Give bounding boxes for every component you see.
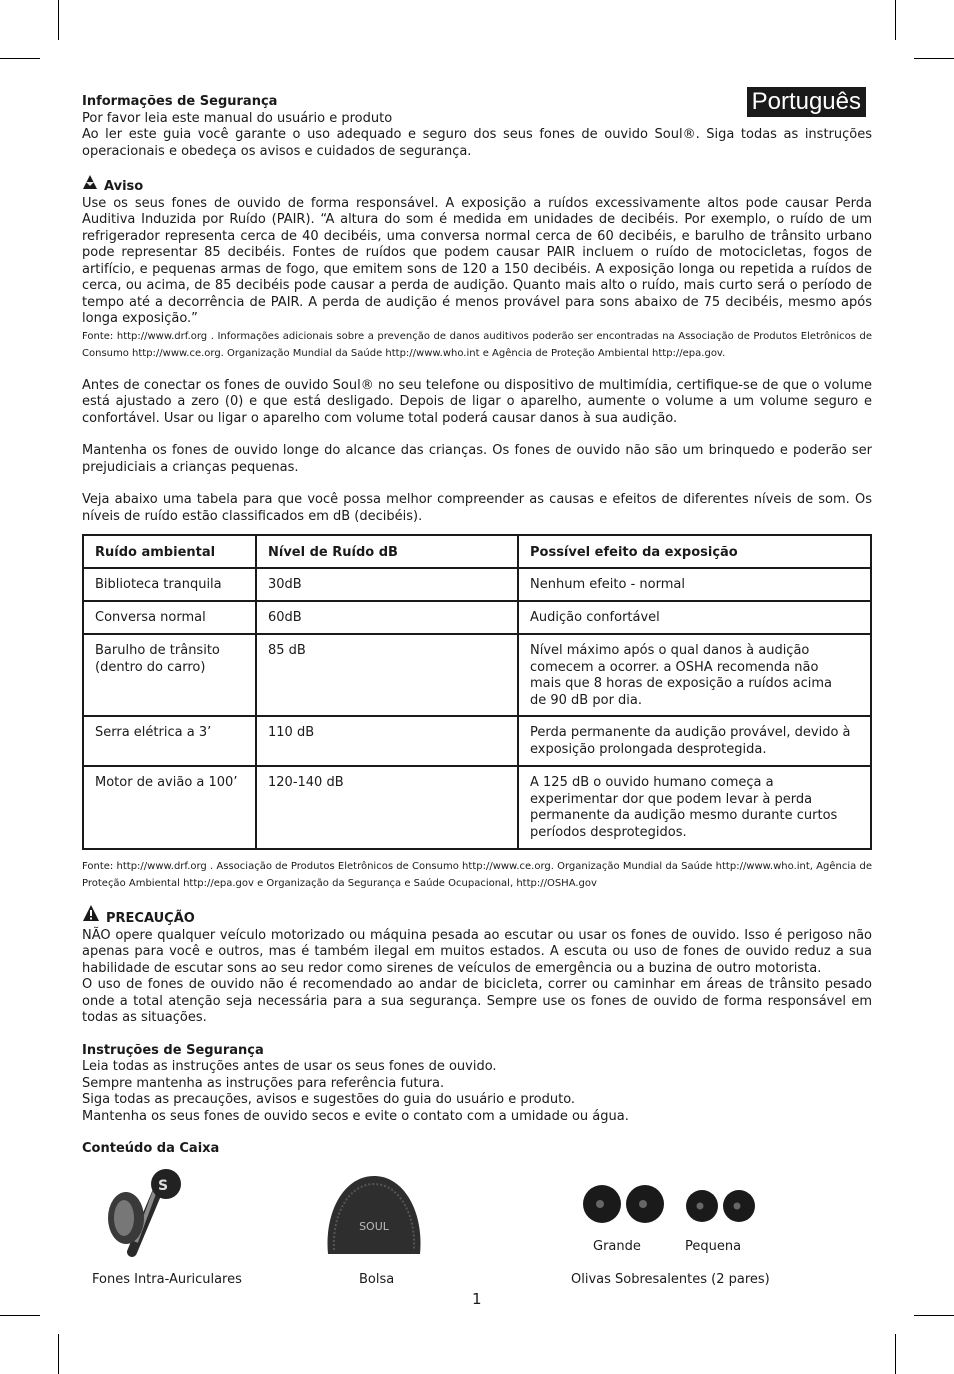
table-cell: 110 dB [256, 716, 518, 766]
table-cell: Biblioteca tranquila [83, 568, 256, 601]
table-source: Fonte: http://www.drf.org . Associação de Produtos Eletrônicos de Consumo http://www.ce.org. Organização Mundial da Saúde http://www.who.int, Agência de Proteção Ambiental http://epa.gov e Organização da Segurança e Saúde Ocupacional, http://OSHA.gov [82, 861, 872, 889]
table-cell: A 125 dB o ouvido humano começa a experimentar dor que podem levar à perda permanente da audição mesmo durante curtos períodos desprotegidos. [518, 766, 871, 849]
caution-text: O uso de fones de ouvido não é recomendado ao andar de bicicleta, correr ou caminhar em áreas de trânsito pesado onde a total atenção seja necessária para a sua segurança. Sempre use os fones de ouvido de forma responsável em todas as situações. [82, 977, 872, 1025]
box-contents-title: Conteúdo da Caixa [82, 1141, 220, 1156]
tips-large-label: Grande [593, 1238, 641, 1254]
earphone-image [96, 1166, 206, 1272]
table-row [83, 716, 871, 766]
instruction-line: Mantenha os seus fones de ouvido secos e evite o contato com a umidade ou água. [82, 1108, 629, 1124]
crop-mark [914, 1315, 954, 1316]
box-contents [82, 1166, 872, 1308]
table-cell: 85 dB [256, 634, 518, 716]
safety-info-line: Por favor leia este manual do usuário e produto [82, 110, 393, 126]
crop-mark [895, 0, 896, 40]
volume-paragraph: Antes de conectar os fones de ouvido Soul® no seu telefone ou dispositivo de multimídia, certifique-se de que o volume está ajustado a zero (0) e que está desligado. Depois de ligar o aparelho, aumente o volume a um volume seguro e confortável. Usar ou ligar o aparelho com volume total poderá causar danos à sua audição. [82, 377, 872, 426]
table-cell: Motor de avião a 100’ [83, 766, 256, 849]
instruction-line: Leia todas as instruções antes de usar os seus fones de ouvido. [82, 1059, 497, 1074]
children-paragraph: Mantenha os fones de ouvido longe do alcance das crianças. Os fones de ouvido não são um brinquedo e poderão ser prejudiciais a crianças pequenas. [82, 443, 872, 475]
caution-icon [82, 904, 100, 928]
table-header: Ruído ambiental [83, 535, 256, 568]
warning-heading [82, 174, 872, 196]
instruction-line: Siga todas as precauções, avisos e sugestões do guia do usuário e produto. [82, 1092, 576, 1107]
table-intro-paragraph: Veja abaixo uma tabela para que você possa melhor compreender as causas e efeitos de diferentes níveis de som. Os níveis de ruído estão classificados em dB (decibéis). [82, 492, 872, 524]
table-cell: Audição confortável [518, 601, 871, 634]
item-caption: Fones Intra-Auriculares [92, 1271, 242, 1287]
crop-mark [895, 1334, 896, 1374]
crop-mark [0, 1315, 40, 1316]
safety-instructions-title: Instruções de Segurança [82, 1042, 264, 1058]
warning-text: Use os seus fones de ouvido de forma responsável. A exposição a ruídos excessivamente altos pode causar Perda Auditiva Induzida por Ruído (PAIR). “A altura do som é medida em unidades de decibéis. Por exemplo, o ruído de um refrigerador representa cerca de 40 decibéis, uma conversa normal cerca de 60 decibéis, e barulho de trânsito urbano pode representar 85 decibéis. Fontes de ruídos que podem causar PAIR incluem o ruído de motocicletas, fogos de artifício, e pequenas armas de fogo, que emitem sons de 120 a 150 decibéis. A exposição longa ou repetida a ruídos de cerca, ou acima, de 85 decibéis pode causar a perda de audição. Quanto mais alto o ruído, mais curto será o período de tempo até a decorrência de PAIR. A perda de audição é menos provável para sons abaixo de 75 decibéis, mesmo após longa exposição.” [82, 195, 872, 326]
table-cell: 120-140 dB [256, 766, 518, 849]
warning-icon [82, 174, 98, 196]
warning-source: Fonte: http://www.drf.org . Informações adicionais sobre a prevenção de danos auditivos poderão ser encontradas na Associação de Produtos Eletrônicos de Consumo http://www.ce.org. Organização Mundial da Saúde http://www.who.int e Agência de Proteção Ambiental http://epa.gov. [82, 330, 872, 359]
caution-text: NÃO opere qualquer veículo motorizado ou máquina pesada ao escutar ou usar os fones de ouvido. Isso é perigoso não apenas para você e outros, mas é também ilegal em muitos estados. A escuta ou uso de fones de ouvido reduz a sua habilidade de escutar sons ao seu redor como sirenes de veículos de emergência ou a buzina de outro motorista. [82, 927, 872, 976]
table-cell: Barulho de trânsito (dentro do carro) [83, 634, 256, 716]
item-caption: Olivas Sobresalentes (2 pares) [571, 1271, 770, 1287]
ear-tips-image [582, 1180, 772, 1242]
table-cell: Nível máximo após o qual danos à audição comecem a ocorrer. a OSHA recomenda não mais que 8 horas de exposição a ruídos acima de 90 dB por dia. [518, 634, 871, 716]
table-row [83, 601, 871, 634]
table-cell: 60dB [256, 601, 518, 634]
item-caption: Bolsa [359, 1271, 395, 1287]
case-logo: SOUL [359, 1219, 389, 1233]
noise-table [82, 534, 872, 850]
table-header: Possível efeito da exposição [518, 535, 871, 568]
safety-info-title: Informações de Segurança [82, 94, 278, 109]
warning-title: Aviso [104, 179, 144, 194]
table-row [83, 766, 871, 849]
table-header: Nível de Ruído dB [256, 535, 518, 568]
page-number: 1 [472, 1289, 482, 1308]
instruction-line: Sempre mantenha as instruções para referência futura. [82, 1075, 445, 1091]
table-header-row [83, 535, 871, 568]
case-image [324, 1172, 424, 1262]
crop-mark [0, 58, 40, 59]
table-cell: Serra elétrica a 3’ [83, 716, 256, 766]
caution-heading [82, 904, 872, 928]
safety-info-line: Ao ler este guia você garante o uso adequado e seguro dos seus fones de ouvido Soul®. Siga todas as instruções operacionais e obedeça os avisos e cuidados de segurança. [82, 127, 872, 159]
crop-mark [914, 58, 954, 59]
caution-title: PRECAUÇÃO [106, 911, 195, 926]
crop-mark [58, 0, 59, 40]
crop-mark [58, 1334, 59, 1374]
table-cell: Nenhum efeito - normal [518, 568, 871, 601]
tips-small-label: Pequena [685, 1238, 742, 1254]
manual-page [82, 88, 872, 1308]
language-badge: Português [747, 87, 866, 117]
table-cell: Conversa normal [83, 601, 256, 634]
table-row [83, 634, 871, 716]
table-cell: Perda permanente da audição provável, devido à exposição prolongada desprotegida. [518, 716, 871, 766]
table-cell: 30dB [256, 568, 518, 601]
svg-text:S: S [158, 1177, 169, 1194]
table-row [83, 568, 871, 601]
